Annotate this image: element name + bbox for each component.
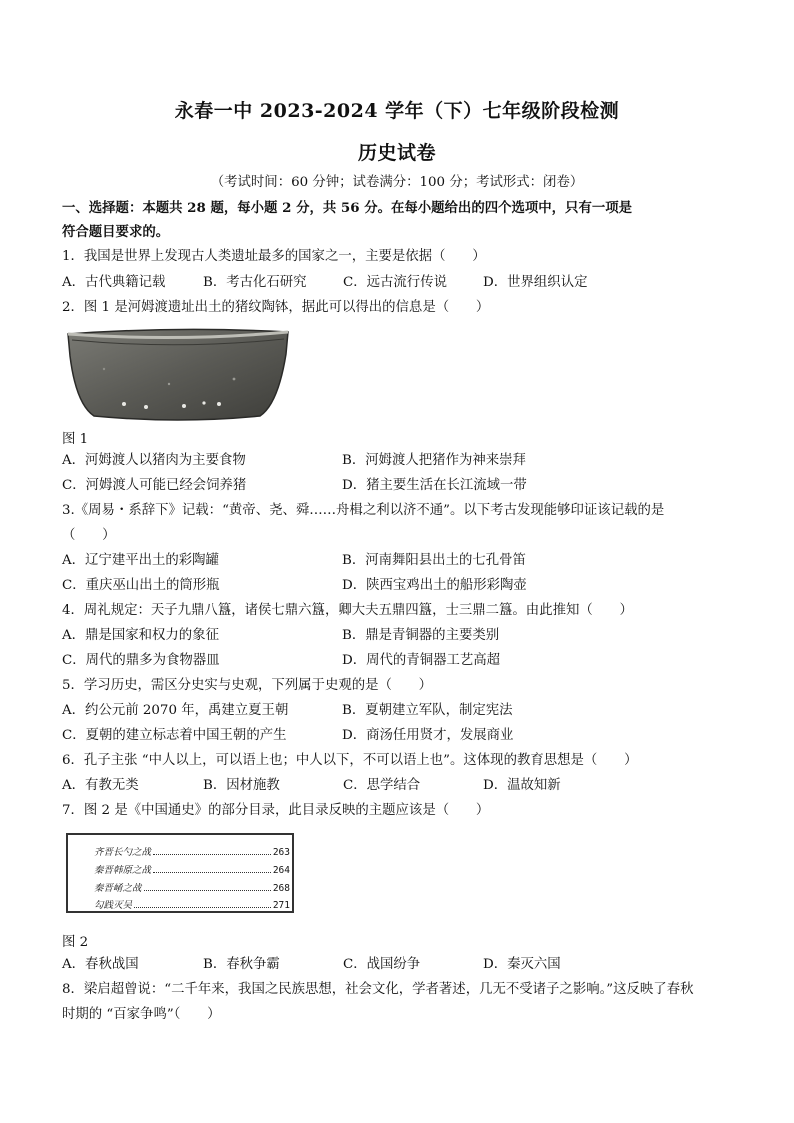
figure-2-label: 图 2 [62,935,89,950]
q2-option-d: D．猪主要生活在长江流域一带 [342,478,527,493]
question-8-stem: 8．梁启超曾说：“二千年来，我国之民族思想，社会文化，学者著述，几无不受诸子之影响。”这反映了春秋 [62,982,694,997]
q5-option-a: A．约公元前 2070 年，禹建立夏王朝 [62,703,289,718]
toc-leader [153,846,271,855]
q7-option-a: A．春秋战国 [62,957,139,972]
toc-leader [144,882,271,891]
q6-option-a: A．有教无类 [62,778,139,793]
question-3-stem: 3.《周易・系辞下》记载：“黄帝、尧、舜……舟楫之利以济不通”。以下考古发现能够印证该记载的是 [62,503,665,518]
q6-option-d: D．温故知新 [483,778,561,793]
exam-subtitle: 历史试卷 [357,142,436,164]
question-7-stem: 7．图 2 是《中国通史》的部分目录，此目录反映的主题应该是（ ） [62,803,490,818]
q7-option-c: C．战国纷争 [343,957,421,972]
q4-option-c: C．周代的鼎多为食物器皿 [62,653,220,668]
q4-option-a: A．鼎是国家和权力的象征 [62,628,219,643]
toc-leader [153,864,271,873]
q2-option-b: B．河姆渡人把猪作为神来崇拜 [342,453,526,468]
toc-entry-label: 秦晋崤之战 [94,883,142,894]
toc-row [94,897,290,911]
section-heading: 一、选择题：本题共 28 题，每小题 2 分，共 56 分。在每小题给出的四个选项中，只有一项是 [62,200,633,216]
q1-option-c: C．远古流行传说 [343,275,447,290]
question-2-stem: 2．图 1 是河姆渡遗址出土的猪纹陶钵，据此可以得出的信息是（ ） [62,300,490,315]
toc-row [94,862,290,876]
q2-option-c: C．河姆渡人可能已经会饲养猪 [62,478,247,493]
q3-option-c: C．重庆巫山出土的筒形瓶 [62,578,220,593]
q7-option-d: D．秦灭六国 [483,957,561,972]
question-5-stem: 5．学习历史，需区分史实与史观，下列属于史观的是（ ） [62,678,433,693]
section-heading-cont: 符合题目要求的。 [62,224,170,240]
q1-option-d: D．世界组织认定 [483,275,588,290]
question-4-stem: 4．周礼规定：天子九鼎八簋，诸侯七鼎六簋，卿大夫五鼎四簋，士三鼎二簋。由此推知（ ） [62,603,633,618]
question-8-stem-cont: 时期的 “百家争鸣”（ ） [62,1007,221,1022]
toc-row [94,880,290,894]
toc-page-number: 271 [272,900,290,911]
q7-option-b: B．春秋争霸 [203,957,280,972]
exam-info: （考试时间：60 分钟；试卷满分：100 分；考试形式：闭卷） [210,175,584,190]
toc-row [94,844,290,858]
question-6-stem: 6．孔子主张 “中人以上，可以语上也；中人以下，不可以语上也”。这体现的教育思想是（ ） [62,753,638,768]
toc-entry-label: 勾践灭吴 [94,900,133,911]
q3-option-a: A．辽宁建平出土的彩陶罐 [62,553,219,568]
q5-option-b: B．夏朝建立军队，制定宪法 [342,703,513,718]
toc-entry-label: 秦晋韩原之战 [94,865,152,876]
pottery-bowl-image [64,324,292,422]
q2-option-a: A．河姆渡人以猪肉为主要食物 [62,453,246,468]
q3-option-b: B．河南舞阳县出土的七孔骨笛 [342,553,526,568]
toc-page-number: 264 [272,865,290,876]
toc-page-number: 263 [272,847,290,858]
q3-option-d: D．陕西宝鸡出土的船形彩陶壶 [342,578,527,593]
q6-option-c: C．思学结合 [343,778,421,793]
exam-title: 永春一中 2023-2024 学年（下）七年级阶段检测 [174,100,620,122]
q4-option-d: D．周代的青铜器工艺高超 [342,653,501,668]
q5-option-d: D．商汤任用贤才，发展商业 [342,728,514,743]
toc-entry-label: 齐晋长勺之战 [94,847,152,858]
q5-option-c: C．夏朝的建立标志着中国王朝的产生 [62,728,287,743]
toc-leader [134,899,271,908]
question-1-stem: 1．我国是世界上发现古人类遗址最多的国家之一，主要是依据（ ） [62,249,486,264]
q1-option-b: B．考古化石研究 [203,275,307,290]
figure-1-label: 图 1 [62,432,89,447]
question-3-stem-cont: （ ） [62,528,116,543]
table-of-contents-image [66,833,294,913]
q4-option-b: B．鼎是青铜器的主要类别 [342,628,500,643]
toc-page-number: 268 [272,883,290,894]
q6-option-b: B．因材施教 [203,778,280,793]
q1-option-a: A．古代典籍记载 [62,275,166,290]
